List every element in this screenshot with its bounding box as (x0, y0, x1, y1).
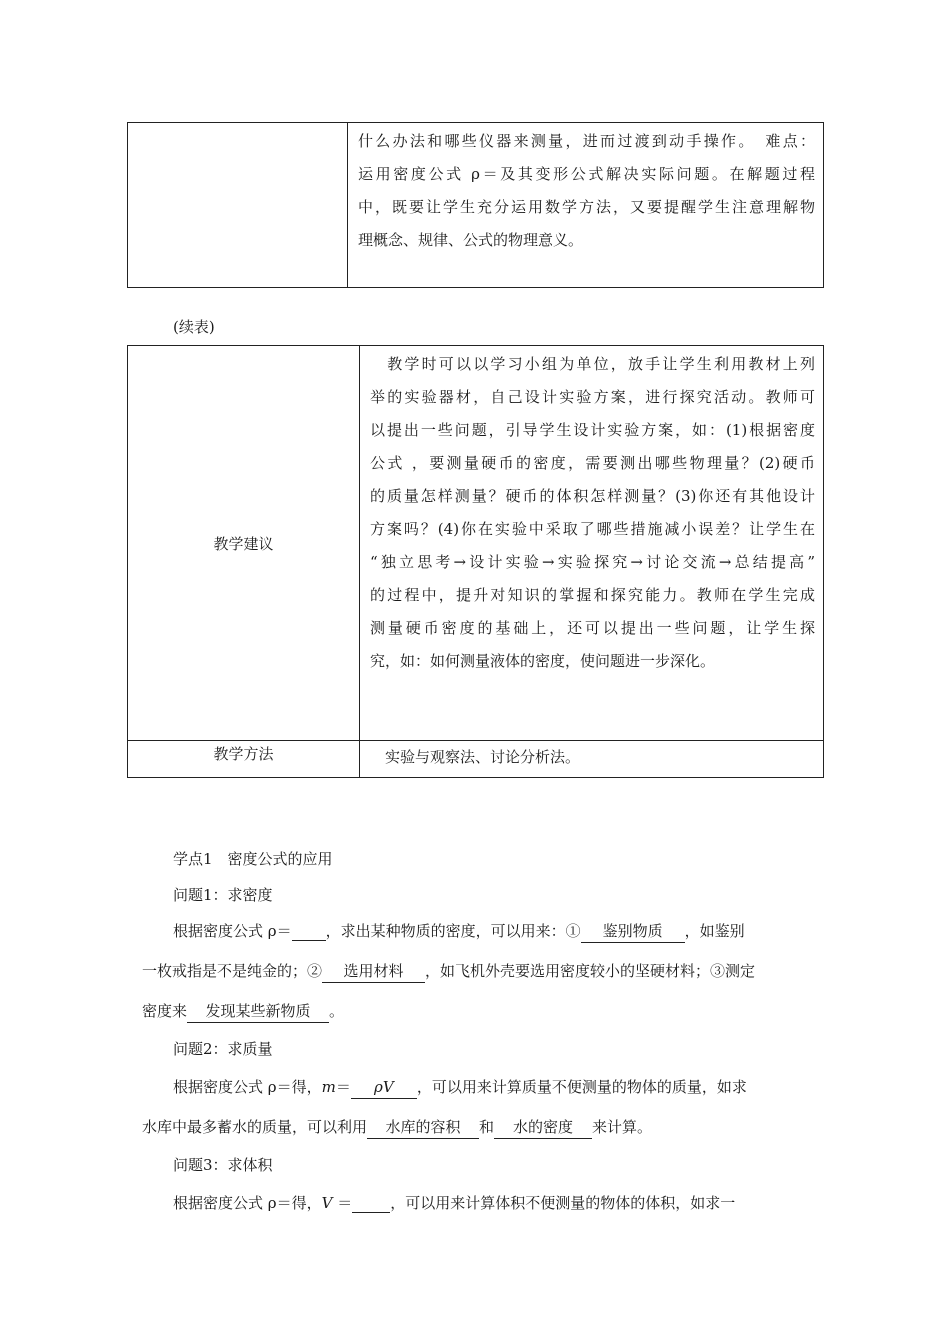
answer-blank: 选用材料 (322, 960, 425, 983)
text-span: 根据密度公式 ρ＝ (173, 922, 292, 940)
fill-blank (352, 1194, 390, 1213)
question-1-title: 问题1：求密度 (173, 886, 273, 904)
text-line: 教学时可以以学习小组为单位，放手让学生利用教材上列 (370, 355, 815, 373)
text-line: 公式 ，要测量硬币的密度，需要测出哪些物理量？(2)硬币 (370, 454, 815, 472)
text-span: 水库中最多蓄水的质量，可以利用 (142, 1118, 368, 1136)
fill-blank (292, 922, 326, 941)
text-span: 根据密度公式 ρ＝得， (173, 1194, 322, 1212)
lesson-table-continued-top (127, 122, 824, 288)
q2-line-1 (173, 1072, 747, 1102)
text-line: 运用密度公式 ρ＝及其变形公式解决实际问题。在解题过程 (358, 165, 815, 183)
text-line: 实验与观察法、讨论分析法。 (370, 748, 581, 766)
text-span: 和 (479, 1118, 495, 1136)
section-heading: 学点1 密度公式的应用 (173, 850, 333, 868)
text-line: 究，如：如何测量液体的密度，使问题进一步深化。 (370, 652, 716, 670)
text-span: ，可以用来计算质量不便测量的物体的质量，如求 (416, 1078, 747, 1096)
answer-blank: 鉴别物质 (581, 920, 685, 943)
text-span: ，可以用来计算体积不便测量的物体的体积，如求一 (390, 1194, 736, 1212)
text-span: V (321, 1194, 333, 1212)
text-line: 理概念、规律、公式的物理意义。 (358, 231, 584, 249)
q2-line-2 (142, 1112, 652, 1142)
text-span: 根据密度公式 ρ＝得， (173, 1078, 322, 1096)
answer-blank: 水的密度 (494, 1116, 592, 1139)
text-line: 的质量怎样测量？硬币的体积怎样测量？(3)你还有其他设计 (370, 487, 815, 505)
q1-line-2 (142, 956, 755, 986)
text-span: 一枚戒指是不是纯金的；② (142, 962, 323, 980)
teaching-table (127, 345, 824, 778)
text-span: m (321, 1078, 336, 1096)
text-span: ＝ (332, 1194, 353, 1212)
text-span: ，如鉴别 (684, 922, 745, 940)
answer-blank: ρV (351, 1076, 417, 1099)
text-span: 密度来 (142, 1002, 188, 1020)
text-line: 中，既要让学生充分运用数学方法，又要提醒学生注意理解物 (358, 198, 815, 216)
teaching-suggestion-label: 教学建议 (213, 534, 274, 553)
text-span: ，求出某种物质的密度，可以用来：① (325, 922, 581, 940)
text-span: ，如飞机外壳要选用密度较小的坚硬材料；③测定 (425, 962, 756, 980)
q1-line-1 (173, 916, 745, 946)
answer-blank: 发现某些新物质 (187, 1000, 329, 1023)
text-line: 方案吗？(4)你在实验中采取了哪些措施减小误差？让学生在 (370, 520, 815, 538)
teaching-method-text-cell (360, 741, 824, 778)
text-span: 来计算。 (592, 1118, 653, 1136)
continued-table-label: (续表) (173, 318, 215, 336)
teaching-suggestion-label-cell (128, 346, 360, 741)
question-2-title: 问题2：求质量 (173, 1040, 273, 1058)
text-line: 测量硬币密度的基础上，还可以提出一些问题，让学生探 (370, 619, 815, 637)
text-line: 的过程中，提升对知识的掌握和探究能力。教师在学生完成 (370, 586, 815, 604)
text-span: ＝ (335, 1078, 351, 1096)
teaching-suggestion-text-cell (360, 346, 824, 741)
difficulty-text-cell (348, 123, 824, 288)
text-span: 。 (329, 1002, 345, 1020)
empty-label-cell (128, 123, 348, 288)
question-3-title: 问题3：求体积 (173, 1156, 273, 1174)
text-line: 以提出一些问题，引导学生设计实验方案，如：(1)根据密度 (370, 421, 815, 439)
q1-line-3 (142, 996, 344, 1026)
answer-blank: 水库的容积 (367, 1116, 479, 1139)
teaching-method-label: 教学方法 (213, 745, 274, 763)
q3-line-1 (173, 1188, 735, 1218)
teaching-method-label-cell (128, 741, 360, 778)
text-line: “独立思考→设计实验→实验探究→讨论交流→总结提高” (370, 553, 815, 571)
text-line: 什么办法和哪些仪器来测量，进而过渡到动手操作。 难点： (358, 132, 815, 150)
text-line: 举的实验器材，自己设计实验方案，进行探究活动。教师可 (370, 388, 815, 406)
